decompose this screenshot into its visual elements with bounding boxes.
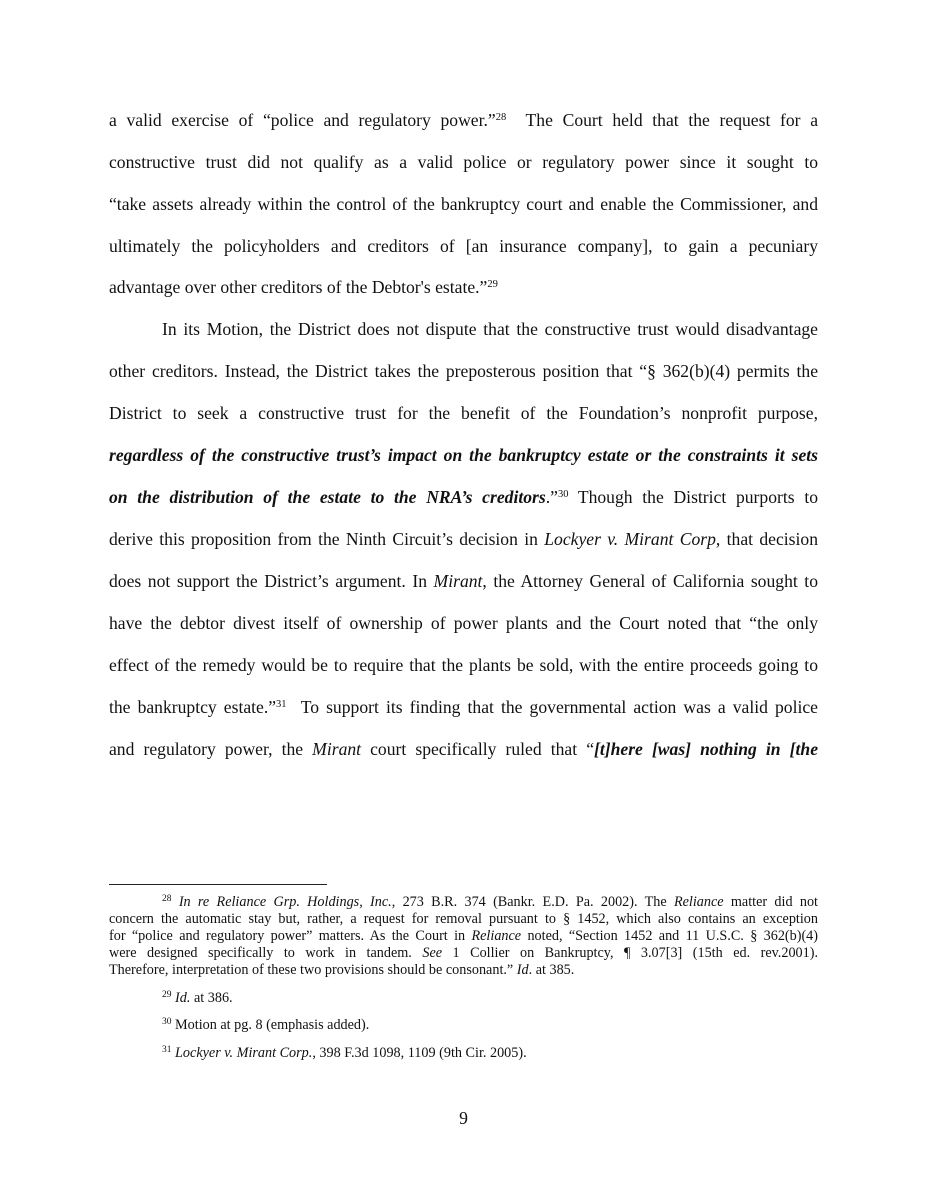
body-line: effect of the remedy would be to require that the plants be sold, with the entire proceeds going to xyxy=(109,655,818,675)
footnote-line: $^{28}$ In re Reliance Grp. Holdings, Inc., 273 B.R. 374 (Bankr. E.D. Pa. 2002). The Reliance matter did not xyxy=(162,893,818,910)
body-line: the bankruptcy estate.”$^{31}$ To support its finding that the governmental action was a valid police xyxy=(109,697,818,717)
body-line: District to seek a constructive trust for the benefit of the Foundation’s nonprofit purpose, xyxy=(109,403,818,423)
body-line: and regulatory power, the Mirant court specifically ruled that “[t]here [was] nothing in [the xyxy=(109,739,819,759)
body-line: advantage over other creditors of the Debtor's estate.”$^{29}$ xyxy=(109,277,498,297)
footnote-30: $^{30}$ Motion at pg. 8 (emphasis added). xyxy=(162,1016,370,1033)
footnote-line: were designed specifically to work in tandem. See 1 Collier on Bankruptcy, ¶ 3.07[3] (15th ed. rev.2001). xyxy=(109,945,819,961)
footnote-ref[interactable]: 28 xyxy=(495,112,507,124)
footnote-line: concern the automatic stay but, rather, a request for removal pursuant to § 1452, which also contains an exception xyxy=(109,911,818,927)
footnote-line: Therefore, interpretation of these two provisions should be consonant.” Id. at 385. xyxy=(109,962,575,978)
body-line: ultimately the policyholders and creditors of [an insurance company], to gain a pecuniary xyxy=(109,236,818,256)
footnote-ref[interactable]: 29 xyxy=(487,279,498,291)
footnote-ref[interactable]: 30 xyxy=(557,489,569,501)
body-line: have the debtor divest itself of ownership of power plants and the Court noted that “the only xyxy=(109,613,818,633)
body-line: “take assets already within the control of the bankruptcy court and enable the Commissioner, and xyxy=(109,194,818,214)
footnote-31: $^{31}$ Lockyer v. Mirant Corp., 398 F.3d 1098, 1109 (9th Cir. 2005). xyxy=(162,1044,527,1061)
footnote-29: $^{29}$ Id. at 386. xyxy=(162,989,233,1006)
footnote-separator xyxy=(109,884,327,885)
footnote-ref[interactable]: 31 xyxy=(276,699,287,711)
footnote-28 xyxy=(109,894,818,979)
footnote-line: for “police and regulatory power” matters. As the Court in Reliance noted, “Section 1452 and 11 U.S.C. § 362(b)(4) xyxy=(109,928,818,944)
body-line: constructive trust did not qualify as a valid police or regulatory power since it sought to xyxy=(109,152,818,172)
body-line: a valid exercise of “police and regulatory power.”$^{28}$ The Court held that the request for a xyxy=(109,110,819,130)
body-line: derive this proposition from the Ninth Circuit’s decision in Lockyer v. Mirant Corp, that decision xyxy=(109,529,818,549)
body-line-emphasis: regardless of the constructive trust’s impact on the bankruptcy estate or the constraints it sets xyxy=(109,445,818,465)
page-number: 9 xyxy=(459,1108,468,1128)
body-line: on the distribution of the estate to the NRA’s creditors.”$^{30}$ Though the District purports to xyxy=(109,487,819,507)
body-line: other creditors. Instead, the District takes the preposterous position that “§ 362(b)(4) permits the xyxy=(109,361,818,381)
body-line: In its Motion, the District does not dispute that the constructive trust would disadvantage xyxy=(162,319,818,339)
body-line: does not support the District’s argument. In Mirant, the Attorney General of California sought to xyxy=(109,571,818,591)
